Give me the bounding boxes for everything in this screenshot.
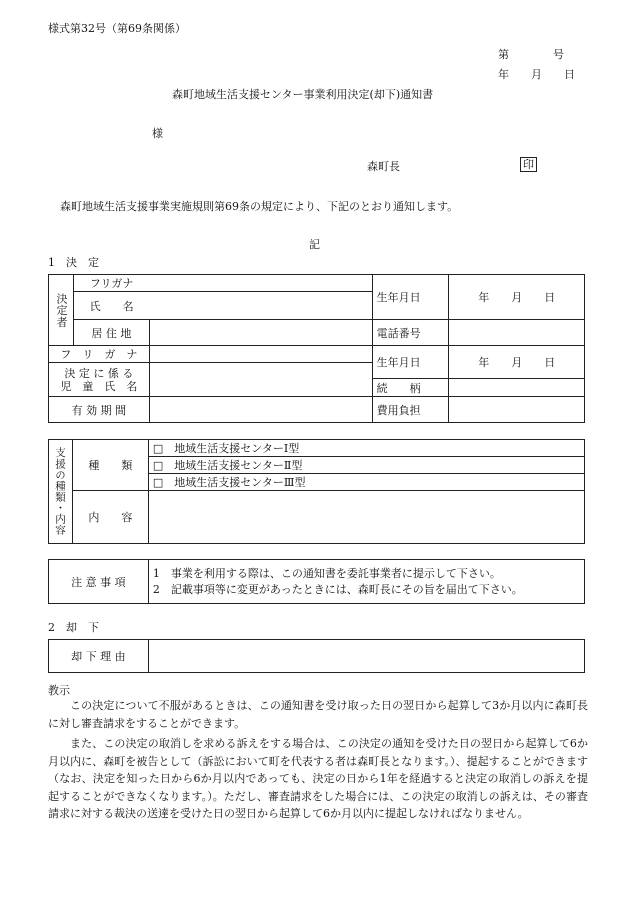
notes-label: 注 意 事 項 xyxy=(49,560,149,604)
intro-text: 森町地域生活支援事業実施規則第69条の規定により、下記のとおり通知します。 xyxy=(60,200,459,213)
instruction-paragraph-2: また、この決定の取消しを求める訴えをする場合は、この決定の通知を受けた日の翌日から起算して6か月以内に、森町を被告として（訴訟において町を代表する者は森町長となります。）、提起することができます（なお、決定を知った日から6か月以内であっても、決定の日から1年を経過すると決定の取消しの訴えを提起することができなくなります。）。ただし、審査請求をした場合には、この決定の取消しの訴えは、その審査請求に対する裁決の送達を受けた日の翌日から起算して6か月以内に提起しなければなりません。 xyxy=(48,737,588,820)
decider-label: 決定者 xyxy=(49,275,74,346)
birth-value-1: 年 月 日 xyxy=(449,275,585,320)
validity-label: 有 効 期 間 xyxy=(49,397,150,423)
rejection-table xyxy=(48,639,585,673)
child-name-label-1: 決 定 に 係 る xyxy=(64,366,134,380)
furigana-field[interactable] xyxy=(149,275,372,292)
instruction-paragraph-1: この決定について不服があるときは、この通知書を受け取った日の翌日から起算して3か月以内に森町長に対し審査請求をすることができます。 xyxy=(48,699,588,730)
document-number: 第 号 xyxy=(498,48,564,61)
document-title: 森町地域生活支援センター事業利用決定(却下)通知書 xyxy=(172,88,434,101)
section-rejection-heading: 2 却 下 xyxy=(48,621,99,634)
name-label: 氏 名 xyxy=(74,292,150,320)
content-label: 内 容 xyxy=(72,491,148,544)
form-number: 様式第32号（第69条関係） xyxy=(48,22,186,35)
support-option-1[interactable]: □ 地域生活支援センターⅠ型 xyxy=(148,440,584,457)
cost-field[interactable] xyxy=(449,397,585,423)
child-furigana-label: フ リ ガ ナ xyxy=(49,346,150,363)
child-name-label-2: 児 童 氏 名 xyxy=(60,379,138,393)
name-field[interactable] xyxy=(149,292,372,320)
phone-label: 電話番号 xyxy=(372,320,449,346)
instruction-heading: 教示 xyxy=(48,684,70,697)
birth-value-2: 年 月 日 xyxy=(449,346,585,379)
notes-table xyxy=(48,559,585,604)
support-option-2[interactable]: □ 地域生活支援センターⅡ型 xyxy=(148,457,584,474)
issuer-name: 森町長 xyxy=(367,160,400,173)
support-table xyxy=(48,439,585,544)
relation-label: 続 柄 xyxy=(372,379,449,397)
section-decision-heading: 1 決 定 xyxy=(48,256,99,269)
seal-mark: 印 xyxy=(520,157,537,172)
furigana-label: フリガナ xyxy=(74,275,150,292)
birth-label-2: 生年月日 xyxy=(372,346,449,379)
validity-field[interactable] xyxy=(149,397,372,423)
content-field[interactable] xyxy=(148,491,584,544)
birth-label-1: 生年月日 xyxy=(372,275,449,320)
support-side-label: 支援の種類・内容 xyxy=(49,440,73,544)
decision-table xyxy=(48,274,585,423)
addressee-suffix: 様 xyxy=(152,127,163,140)
cost-label: 費用負担 xyxy=(372,397,449,423)
child-name-field[interactable] xyxy=(149,363,372,397)
address-label: 居 住 地 xyxy=(74,320,150,346)
rejection-reason-label: 却 下 理 由 xyxy=(49,640,149,673)
rejection-reason-field[interactable] xyxy=(148,640,584,673)
address-field[interactable] xyxy=(149,320,372,346)
note-item-1: 1 事業を利用する際は、この通知書を委託事業者に提示して下さい。 xyxy=(152,566,501,580)
phone-field[interactable] xyxy=(449,320,585,346)
support-option-3[interactable]: □ 地域生活支援センターⅢ型 xyxy=(148,474,584,491)
kind-label: 種 類 xyxy=(72,440,148,491)
child-furigana-field[interactable] xyxy=(149,346,372,363)
note-item-2: 2 記載事項等に変更があったときには、森町長にその旨を届出て下さい。 xyxy=(152,582,523,596)
issue-date: 年 月 日 xyxy=(498,68,575,81)
ki-heading: 記 xyxy=(309,238,320,251)
relation-field[interactable] xyxy=(449,379,585,397)
